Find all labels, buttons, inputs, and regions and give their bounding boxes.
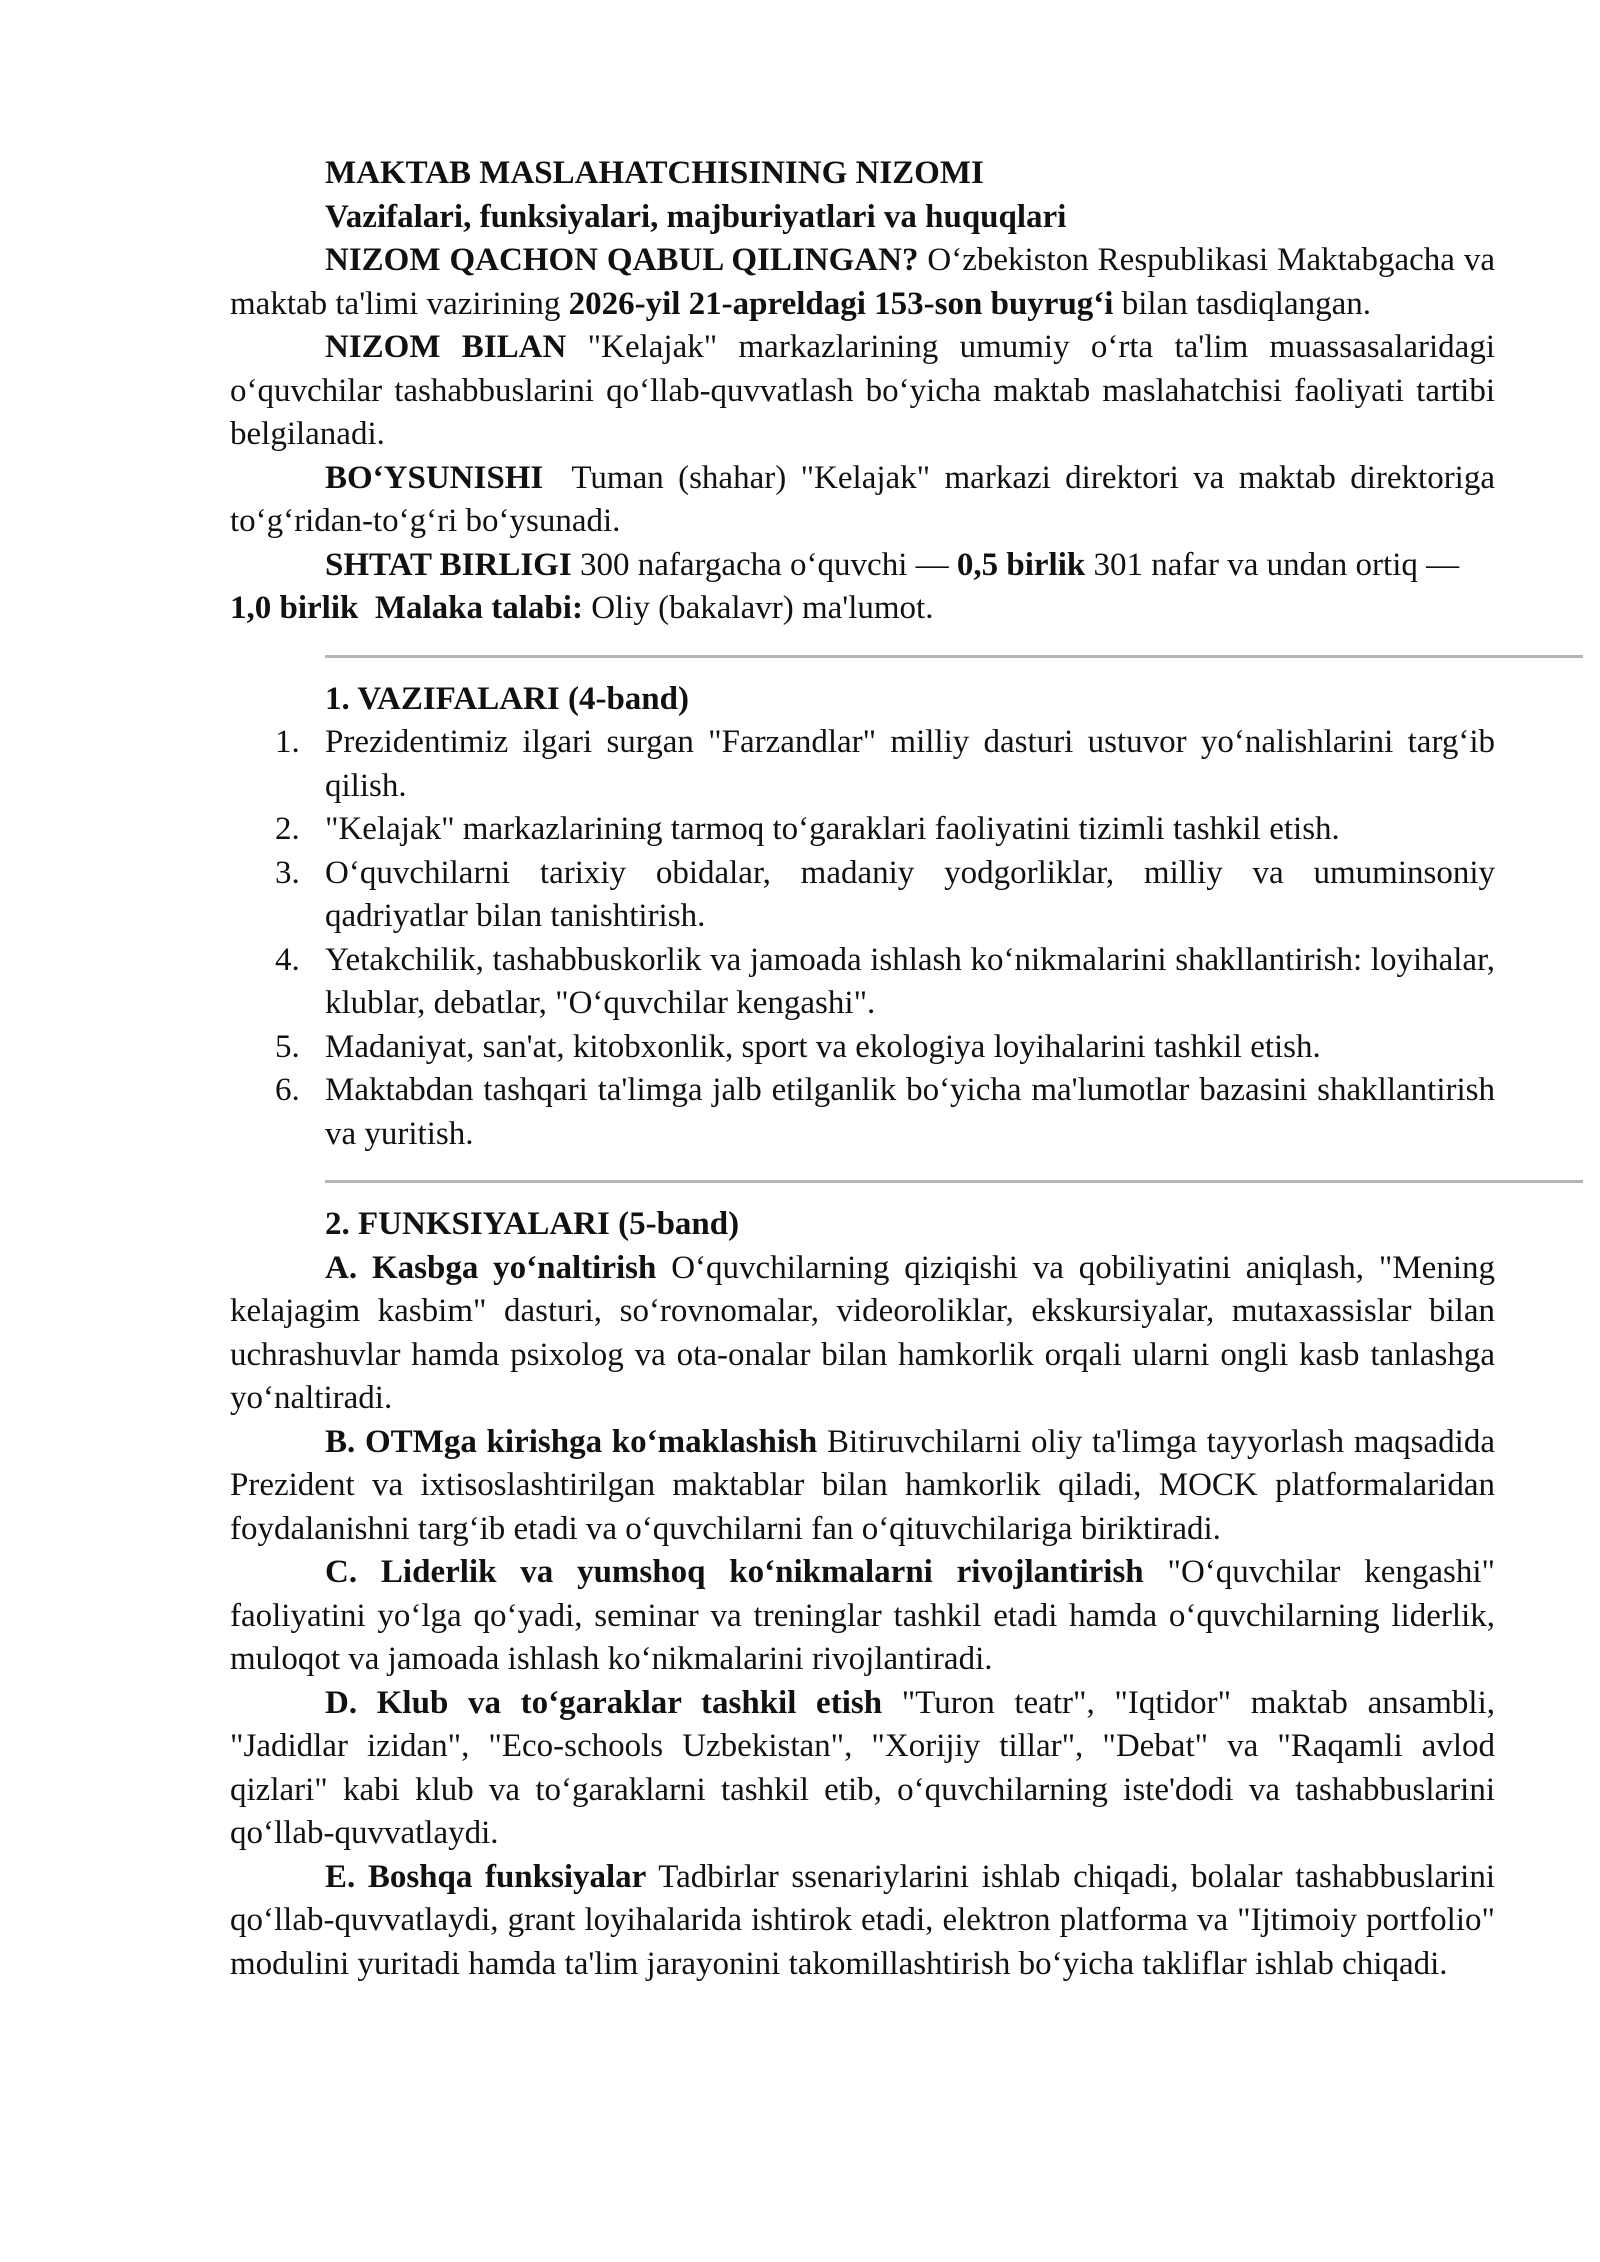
- staff-bold-1: 0,5 birlik: [956, 546, 1086, 583]
- subordination-paragraph: [230, 457, 1504, 544]
- staff-text-2: 301 nafar va undan ortiq —: [1085, 546, 1468, 583]
- function-label: D. Klub va to‘garaklar tashkil etish: [325, 1684, 883, 1721]
- list-item-text: Madaniyat, san'at, kitobxonlik, sport va ekologiya loyihalarini tashkil etish.: [325, 1028, 1321, 1065]
- adopted-paragraph: [230, 239, 1495, 326]
- adopted-order: 2026-yil 21-apreldagi 153-son buyrug‘i: [568, 285, 1114, 322]
- function-label: E. Boshqa funksiyalar: [325, 1858, 647, 1895]
- staff-paragraph: [230, 544, 1495, 631]
- list-item: [230, 721, 1495, 808]
- section-1-heading: 1. VAZIFALARI (4-band): [325, 680, 689, 717]
- staff-label: SHTAT BIRLIGI: [325, 546, 572, 583]
- function-paragraph: [230, 1421, 1495, 1552]
- staff-text-1: 300 nafargacha o‘quvchi —: [571, 546, 957, 583]
- function-text: Tadbirlar ssenariylarini ishlab chiqadi, bolalar tashabbuslarini qo‘llab-quvvatlaydi, grant loyihalarida ishtirok etadi, elektron platforma va "Ijtimoiy portfolio" modulini yuritadi hamda ta'lim jarayonini takomillashtirish bo‘yicha takliflar ishlab chiqadi.: [230, 1858, 1495, 1982]
- section-divider-2: [325, 1180, 1583, 1183]
- list-item-number: 3.: [275, 854, 300, 891]
- function-paragraph: [230, 1682, 1495, 1856]
- subordination-label: BO‘YSUNISHI: [325, 459, 544, 496]
- list-item-text: "Kelajak" markazlarining tarmoq to‘garaklari faoliyatini tizimli tashkil etish.: [325, 811, 1340, 847]
- function-text: "O‘quvchilar kengashi" faoliyatini yo‘lga qo‘yadi, seminar va treninglar tashkil etadi hamda o‘quvchilarning liderlik, muloqot va jamoada ishlash ko‘nikmalarini rivojlantiradi.: [230, 1554, 1495, 1677]
- list-item-number: 6.: [275, 1072, 300, 1108]
- qualification-label: Malaka talabi:: [374, 590, 583, 626]
- function-label: C. Liderlik va yumshoq ko‘nikmalarni rivojlantirish: [325, 1554, 1144, 1590]
- section-2-heading: 2. FUNKSIYALARI (5-band): [325, 1206, 740, 1242]
- list-item-number: 5.: [275, 1028, 300, 1065]
- list-item: [230, 1069, 1495, 1156]
- document-page: [230, 152, 1504, 1986]
- function-text: O‘quvchilarning qiziqishi va qobiliyatini aniqlash, "Mening kelajagim kasbim" dasturi, so‘rovnomalar, videoroliklar, ekskursiyalar, mutaxassislar bilan uchrashuvlar hamda psixolog va ota-onalar bilan hamkorlik orqali ularni ongli kasb tanlashga yo‘naltiradi.: [230, 1249, 1495, 1416]
- scope-text: "Kelajak" markazlarining umumiy o‘rta ta'lim muassasalaridagi o‘quvchilar tashabbuslarini qo‘llab-quvvatlash bo‘yicha maktab maslahatchisi faoliyati tartibi belgilanadi.: [230, 329, 1495, 452]
- function-label: B. OTMga kirishga ko‘maklashish: [325, 1423, 818, 1460]
- section-divider-1: [325, 655, 1583, 658]
- qualification-text: Oliy (bakalavr) ma'lumot.: [582, 590, 934, 626]
- list-item: [230, 852, 1495, 939]
- list-item-text: Prezidentimiz ilgari surgan "Farzandlar" milliy dasturi ustuvor yo‘nalishlarini targ‘ib qilish.: [325, 724, 1495, 804]
- document-title: MAKTAB MASLAHATCHISINING NIZOMI: [325, 155, 984, 191]
- scope-label: NIZOM BILAN: [325, 329, 567, 365]
- adopted-text-1: O‘zbekiston Respublikasi Maktabgacha va maktab ta'limi vazirining: [230, 242, 1495, 322]
- function-text: "Turon teatr", "Iqtidor" maktab ansambli, "Jadidlar izidan", "Eco-schools Uzbekistan", "Xorijiy tillar", "Debat" va "Raqamli avlod qizlari" kabi klub va to‘garaklarni tashkil etib, o‘quvchilarning iste'dodi va tashabbuslarini qo‘llab-quvvatlaydi.: [230, 1684, 1495, 1851]
- subordination-text: Tuman (shahar) "Kelajak" markazi direktori va maktab direktoriga to‘g‘ridan-to‘g‘ri bo‘ysunadi.: [230, 459, 1504, 539]
- function-paragraph: [230, 1856, 1495, 1987]
- adopted-text-2: bilan tasdiqlangan.: [1113, 285, 1371, 322]
- list-item-number: 2.: [275, 811, 300, 847]
- function-label: A. Kasbga yo‘naltirish: [325, 1249, 657, 1286]
- staff-text-3: [358, 590, 375, 626]
- scope-paragraph: [230, 326, 1495, 457]
- list-item-text: O‘quvchilarni tarixiy obidalar, madaniy yodgorliklar, milliy va umuminsoniy qadriyatlar bilan tanishtirish.: [325, 854, 1495, 934]
- section-1-list: [230, 721, 1495, 1156]
- list-item-number: 1.: [275, 724, 300, 760]
- adopted-label: NIZOM QACHON QABUL QILINGAN?: [325, 242, 919, 278]
- staff-bold-2: 1,0 birlik: [230, 590, 359, 626]
- document-subtitle: Vazifalari, funksiyalari, majburiyatlari va huquqlari: [325, 198, 1067, 235]
- list-item-text: Maktabdan tashqari ta'limga jalb etilganlik bo‘yicha ma'lumotlar bazasini shakllantirish va yuritish.: [325, 1072, 1495, 1152]
- list-item: [230, 808, 1495, 852]
- function-text: Bitiruvchilarni oliy ta'limga tayyorlash maqsadida Prezident va ixtisoslashtirilgan maktablar bilan hamkorlik qiladi, MOCK platformalaridan foydalanishni targ‘ib etadi va o‘quvchilarni fan o‘qituvchilariga biriktiradi.: [230, 1423, 1495, 1547]
- list-item: [230, 1026, 1495, 1070]
- function-paragraph: [230, 1551, 1495, 1682]
- list-item: [230, 939, 1495, 1026]
- function-paragraph: [230, 1247, 1495, 1421]
- list-item-number: 4.: [275, 941, 300, 978]
- list-item-text: Yetakchilik, tashabbuskorlik va jamoada ishlash ko‘nikmalarini shakllantirish: loyihalar, klublar, debatlar, "O‘quvchilar kengashi".: [325, 941, 1495, 1021]
